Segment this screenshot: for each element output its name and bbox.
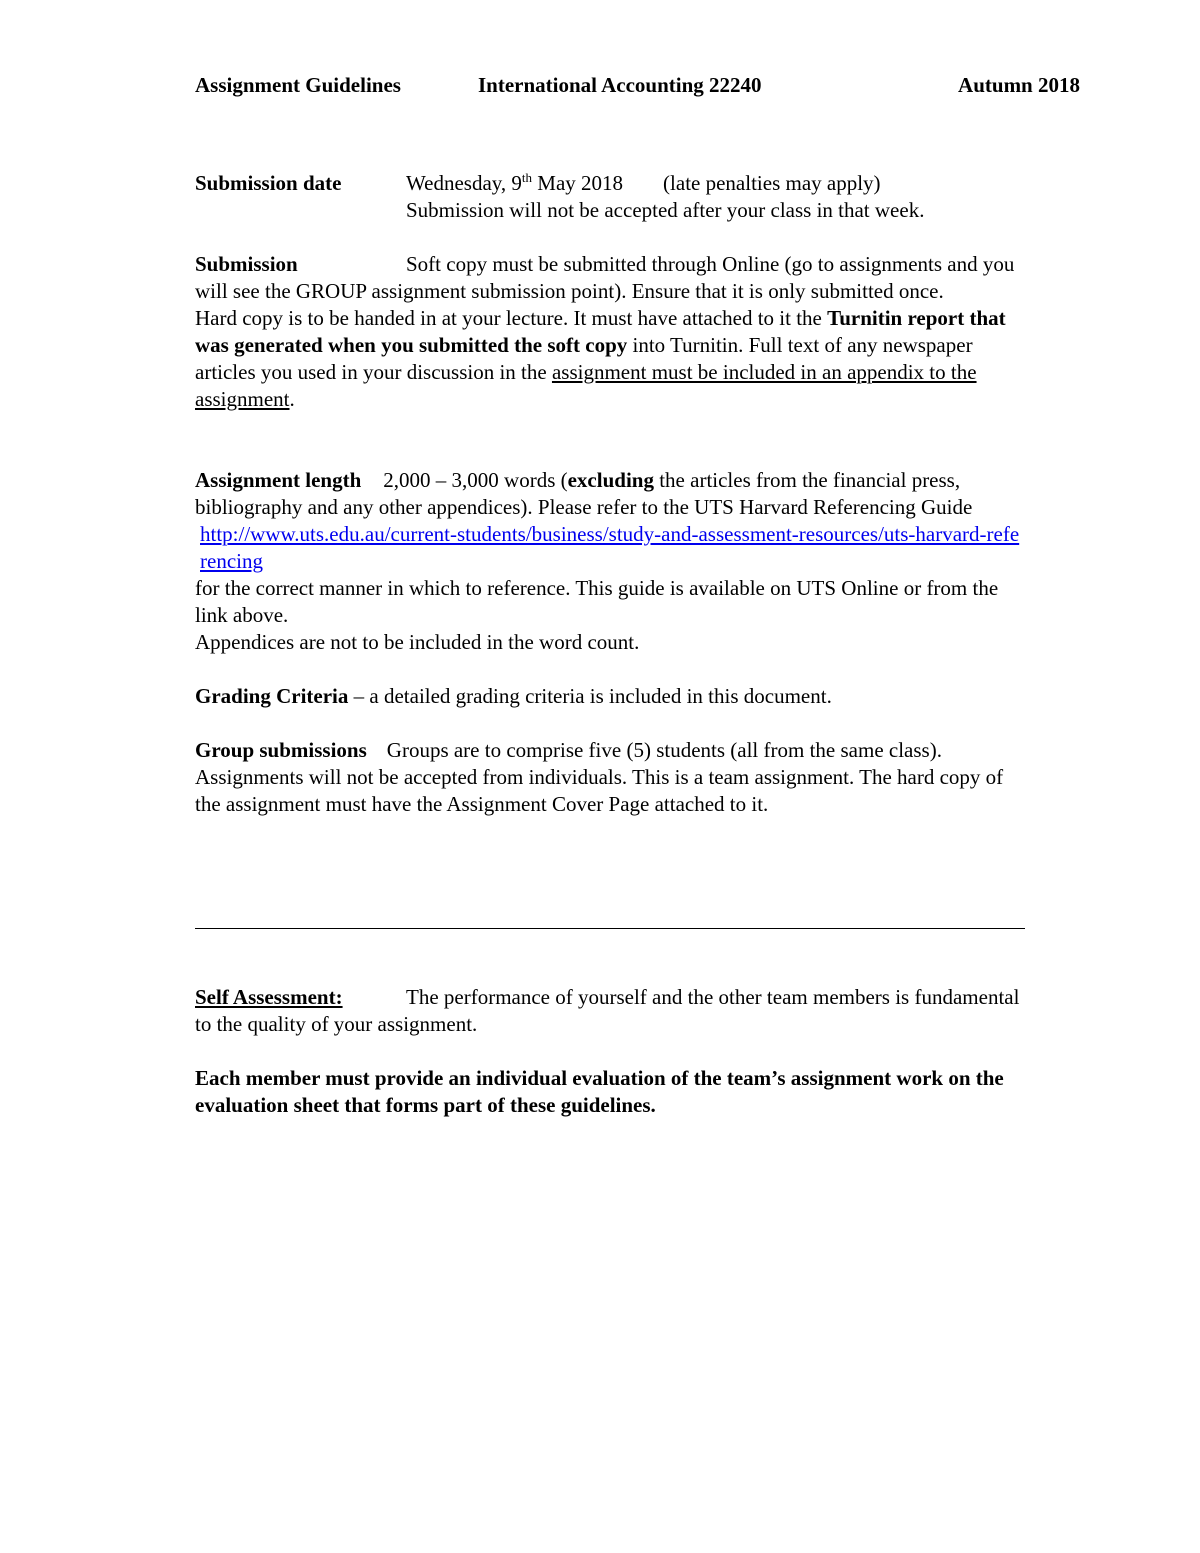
header-term: Autumn 2018 [958,73,1080,97]
grading-section [195,683,1025,710]
grading-label: Grading Criteria [195,684,349,708]
appendices-note: Appendices are not to be included in the word count. [195,630,640,654]
section-divider [195,928,1025,929]
assignment-length-label: Assignment length [195,468,362,492]
assignment-length-text: 2,000 – 3,000 words (excluding the articles from the financial press, bibliography and any other appendices). Please refer to the UTS Harvard Referencing Guide [195,468,973,519]
grading-text: – a detailed grading criteria is included in this document. [348,684,832,708]
submission-label: Submission [195,252,298,276]
page-header [195,72,1080,102]
self-assessment-section [195,984,1025,1119]
referencing-guide-note: for the correct manner in which to reference. This guide is available on UTS Online or from the link above. [195,576,999,627]
submission-deadline-note: Submission will not be accepted after your class in that week. [406,198,925,222]
submission-date-label: Submission date [195,171,342,195]
harvard-referencing-link[interactable]: http://www.uts.edu.au/current-students/business/study-and-assessment-resources/uts-harvard-referencing [200,522,1020,573]
self-assessment-text: The performance of yourself and the other team members is fundamental to the quality of your assignment. [195,985,1020,1036]
submission-date-value: Wednesday, 9th May 2018 [406,170,624,195]
group-submissions-label: Group submissions [195,738,367,762]
evaluation-requirement: Each member must provide an individual evaluation of the team’s assignment work on the evaluation sheet that forms part of these guidelines. [195,1066,1004,1117]
header-course: International Accounting 22240 [478,73,762,97]
header-title: Assignment Guidelines [195,73,401,97]
group-submissions-section [195,737,1025,818]
self-assessment-label: Self Assessment: [195,985,343,1009]
late-penalty-note: (late penalties may apply) [663,171,881,195]
group-submissions-text: Groups are to comprise five (5) students (all from the same class). Assignments will not be accepted from individuals. This is a team assignment. The hard copy of the assignment must have the Assignment Cover Page attached to it. [195,738,1004,816]
document-body [195,170,1025,818]
submission-soft-copy-text: Soft copy must be submitted through Online (go to assignments and you will see the GROUP assignment submission point). Ensure that it is only submitted once. [195,252,1015,303]
submission-date-section [195,170,1025,224]
submission-hard-copy-text: Hard copy is to be handed in at your lecture. It must have attached to it the Turnitin report that was generated when you submitted the soft copy into Turnitin. Full text of any newspaper articles you used in your discussion in the assignment must be included in an appendix to the assignment. [195,306,1006,411]
submission-section [195,251,1025,413]
assignment-length-section [195,467,1025,656]
